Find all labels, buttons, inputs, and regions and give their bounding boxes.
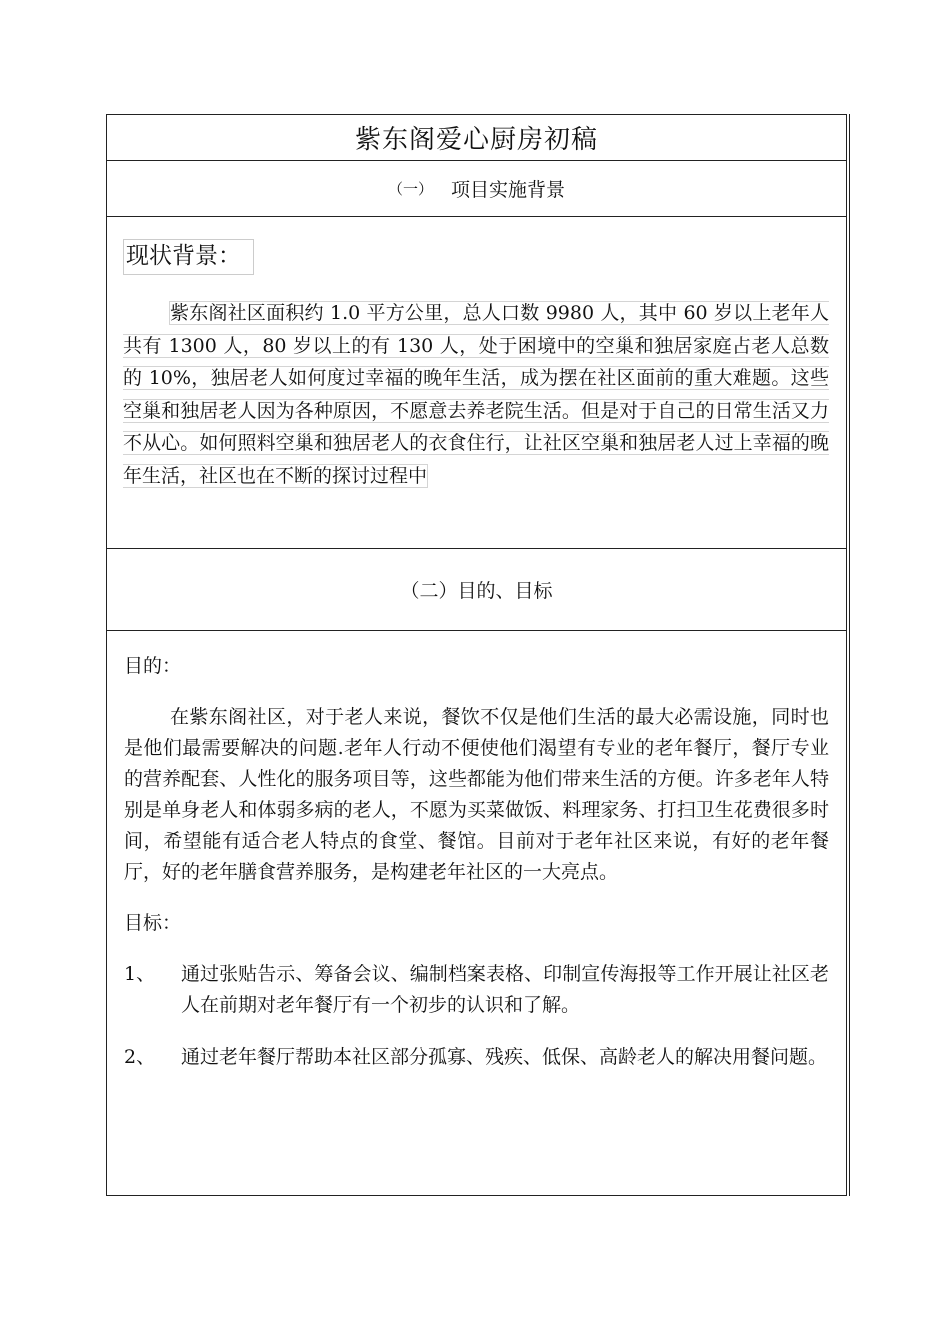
- document-table: [106, 114, 847, 1196]
- section2-row: [107, 549, 846, 631]
- section2-title: （二）目的、目标: [400, 580, 553, 602]
- section1-row: [107, 161, 846, 217]
- list-item-number: 2、: [124, 1046, 156, 1068]
- title-row: [107, 115, 846, 161]
- purpose-paragraph: 在紫东阁社区，对于老人来说，餐饮不仅是他们生活的最大必需设施，同时也是他们最需要解决的问题.老年人行动不便使他们渴望有专业的老年餐厅，餐厅专业的营养配套、人性化的服务项目等，这些都能为他们带来生活的方便。许多老年人特别是单身老人和体弱多病的老人，不愿为买菜做饭、料理家务、打扫卫生花费很多时间，希望能有适合老人特点的食堂、餐馆。目前对于老年社区来说，有好的老年餐厅，好的老年膳食营养服务，是构建老年社区的一大亮点。: [124, 706, 829, 883]
- list-item-text: 通过老年餐厅帮助本社区部分孤寡、残疾、低保、高龄老人的解决用餐问题。: [181, 1046, 828, 1068]
- background-paragraph: [123, 297, 829, 492]
- document-title: 紫东阁爱心厨房初稿: [354, 125, 598, 155]
- background-paragraph-text: 紫东阁社区面积约 1.0 平方公里，总人口数 9980 人，其中 60 岁以上老年人共有 1300 人，80 岁以上的有 130 人，处于困境中的空巢和独居家庭占老人总数的 10%，独居老人如何度过幸福的晚年生活，成为摆在社区面前的重大难题。这些空巢和独居老人因为各种原因，不愿意去养老院生活。但是对于自己的日常生活又力不从心。如何照料空巢和独居老人的衣食住行，让社区空巢和独居老人过上幸福的晚年生活，社区也在不断的探讨过程中: [123, 302, 829, 487]
- list-item: [124, 959, 829, 1021]
- section1-number: （一）: [387, 180, 433, 198]
- background-row: [107, 217, 846, 549]
- list-item-text: 通过张贴告示、筹备会议、编制档案表格、印制宣传海报等工作开展让社区老人在前期对老年餐厅有一个初步的认识和了解。: [181, 963, 829, 1016]
- purpose-goals-row: [107, 631, 846, 1195]
- list-item: [124, 1042, 829, 1073]
- list-item-number: 1、: [124, 963, 156, 985]
- goals-label: 目标：: [124, 912, 182, 934]
- purpose-label: 目的：: [124, 655, 182, 677]
- section1-title: 项目实施背景: [451, 179, 566, 201]
- background-heading: 现状背景：: [123, 239, 254, 275]
